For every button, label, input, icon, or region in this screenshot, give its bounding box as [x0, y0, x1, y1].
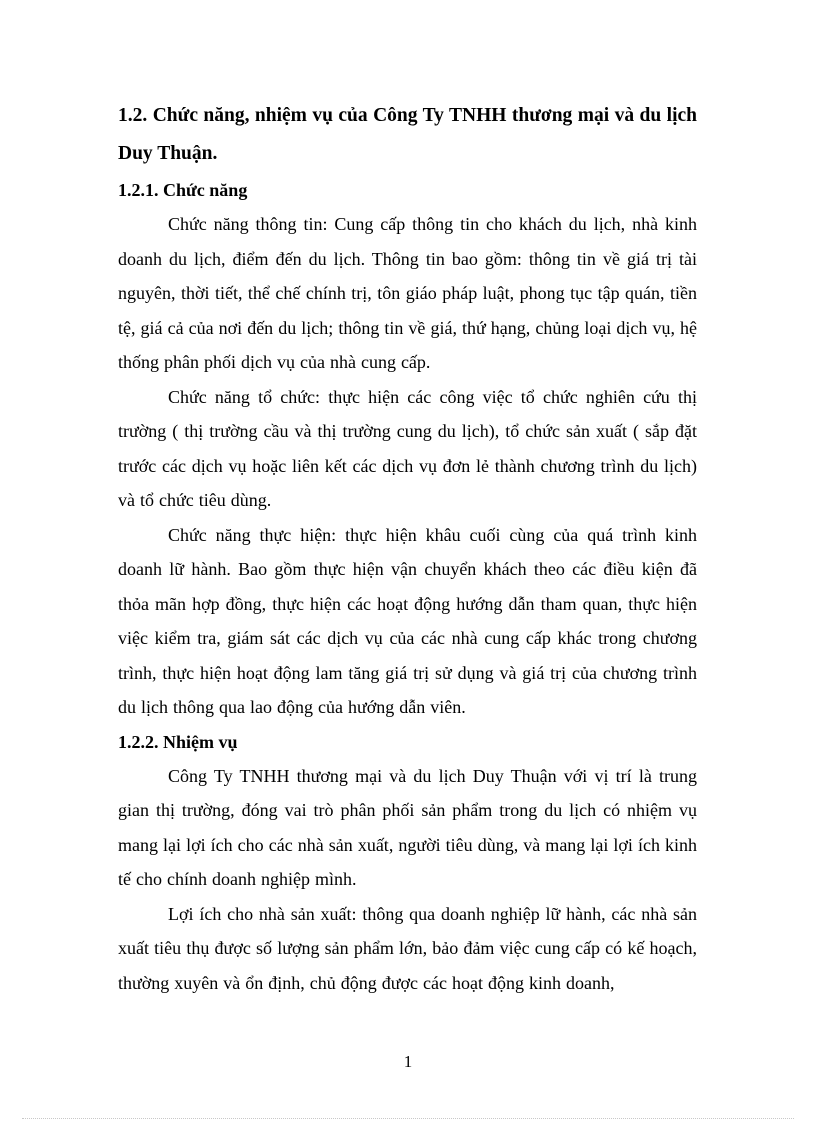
subsection-title-duties: 1.2.2. Nhiệm vụ [118, 731, 238, 752]
subsection-title-functions: 1.2.1. Chức năng [118, 180, 248, 200]
document-page [118, 97, 697, 1000]
paragraph-execution-function: Chức năng thực hiện: thực hiện khâu cuối cùng của quá trình kinh doanh lữ hành. Bao gồm thực hiện vận chuyển khách theo các điều kiện đã thỏa mãn hợp đồng, thực hiện các hoạt động hướng dẫn tham quan, thực hiện việc kiểm tra, giám sát các dịch vụ của các nhà cung cấp khác trong chương trình, thực hiện hoạt động lam tăng giá trị sử dụng và giá trị của chương trình du lịch thông qua lao động của hướng dẫn viên. [118, 524, 697, 717]
paragraph-information-function: Chức năng thông tin: Cung cấp thông tin cho khách du lịch, nhà kinh doanh du lịch, điểm đến du lịch. Thông tin bao gồm: thông tin về giá trị tài nguyên, thời tiết, thể chế chính trị, tôn giáo pháp luật, phong tục tập quán, tiền tệ, giá cả của nơi đến du lịch; thông tin về giá, thứ hạng, chủng loại dịch vụ, hệ thống phân phối dịch vụ của nhà cung cấp. [118, 214, 697, 372]
page-number: 1 [403, 1052, 413, 1071]
section-heading: 1.2. Chức năng, nhiệm vụ của Công Ty TNHH thương mại và du lịch Duy Thuận. [118, 105, 697, 164]
paragraph-producer-benefits: Lợi ích cho nhà sản xuất: thông qua doanh nghiệp lữ hành, các nhà sản xuất tiêu thụ được số lượng sản phẩm lớn, bảo đảm việc cung cấp có kế hoạch, thường xuyên và ổn định, chủ động được các hoạt động kinh doanh, [118, 903, 697, 993]
paragraph-organization-function: Chức năng tổ chức: thực hiện các công việc tổ chức nghiên cứu thị trường ( thị trường cầu và thị trường cung du lịch), tổ chức sản xuất ( sắp đặt trước các dịch vụ hoặc liên kết các dịch vụ đơn lẻ thành chương trình du lịch) và tổ chức tiêu dùng. [118, 386, 697, 510]
page-bottom-divider [22, 1118, 794, 1119]
paragraph-company-duties: Công Ty TNHH thương mại và du lịch Duy Thuận với vị trí là trung gian thị trường, đóng vai trò phân phối sản phẩm trong du lịch có nhiệm vụ mang lại lợi ích cho các nhà sản xuất, người tiêu dùng, và mang lại lợi ích kinh tế cho chính doanh nghiệp mình. [118, 765, 697, 889]
